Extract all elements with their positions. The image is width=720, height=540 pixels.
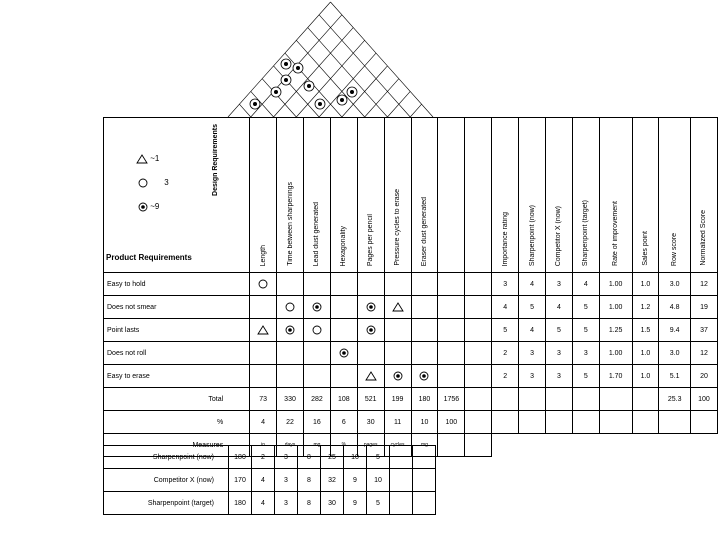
empty-cell: [599, 411, 632, 434]
column-header: [303, 118, 330, 273]
planning-value: 20: [690, 365, 717, 388]
planning-value: 3: [492, 273, 519, 296]
relationship-cell: [411, 319, 438, 342]
comparison-value: 10: [344, 446, 367, 469]
design-requirements-title: Design Requirements: [212, 124, 219, 196]
total-value: 521: [357, 388, 384, 411]
comparison-value: 9: [344, 469, 367, 492]
legend-item-bullseye: [138, 202, 159, 212]
planning-value: 1.00: [599, 342, 632, 365]
planning-value: 1.2: [632, 296, 659, 319]
column-header: [411, 118, 438, 273]
percent-value: 11: [384, 411, 411, 434]
relationship-cell: [330, 365, 357, 388]
empty-cell: [659, 411, 691, 434]
column-header: [357, 118, 384, 273]
empty-cell: [572, 388, 599, 411]
relationship-cell: [303, 342, 330, 365]
bullseye-icon: [357, 296, 384, 319]
planning-value: 3: [519, 365, 546, 388]
column-header-label: Importance rating: [501, 211, 509, 266]
column-header-label: Time between sharpenings: [286, 182, 294, 266]
relationship-cell: [250, 342, 277, 365]
planning-value: 5: [519, 296, 546, 319]
relationship-cell: [465, 273, 492, 296]
empty-cell: [545, 388, 572, 411]
column-header: [492, 118, 519, 273]
column-header: [519, 118, 546, 273]
planning-value: 19: [690, 296, 717, 319]
planning-value: 3: [545, 273, 572, 296]
requirement-row: [104, 273, 718, 296]
planning-value: 2: [492, 365, 519, 388]
product-requirements-label: Product Requirements: [106, 253, 192, 262]
total-value: 282: [303, 388, 330, 411]
legend-label: 3: [164, 178, 169, 188]
planning-value: 1.0: [632, 365, 659, 388]
totals-label: Total: [104, 388, 250, 411]
bullseye-icon: [277, 319, 304, 342]
requirement-name: Point lasts: [104, 319, 250, 342]
column-header: [632, 118, 659, 273]
correlation-dot-icon: [296, 66, 300, 70]
relationship-cell: [357, 342, 384, 365]
measure-unit: cycles: [384, 434, 411, 457]
comparison-value: 2: [252, 446, 275, 469]
planning-value: 1.00: [599, 296, 632, 319]
bullseye-icon: [384, 365, 411, 388]
comparison-value: 3: [275, 492, 298, 515]
empty-cell: [545, 411, 572, 434]
comparison-value: 180: [229, 492, 252, 515]
correlation-dot-icon: [274, 90, 278, 94]
empty-cell: [465, 434, 492, 457]
column-header-label: Length: [259, 244, 267, 266]
percent-value: 6: [330, 411, 357, 434]
relationship-cell: [465, 365, 492, 388]
house-of-quality-matrix: [103, 117, 718, 457]
relationship-cell: [277, 342, 304, 365]
relationship-cell: [411, 273, 438, 296]
legend-cell: [104, 118, 250, 273]
relationship-cell: [303, 365, 330, 388]
column-header-label: Row score: [671, 232, 679, 266]
percent-value: 22: [277, 411, 304, 434]
empty-cell: [690, 411, 717, 434]
roof-grid-line: [228, 2, 331, 117]
comparison-value: 30: [321, 492, 344, 515]
relationship-cell: [384, 342, 411, 365]
requirement-name: Easy to hold: [104, 273, 250, 296]
legend-label: ~9: [150, 202, 160, 212]
percent-row: [104, 411, 718, 434]
column-header: [572, 118, 599, 273]
column-header: [384, 118, 411, 273]
correlation-roof: [0, 0, 720, 120]
planning-value: 5: [545, 319, 572, 342]
planning-value: 4: [519, 319, 546, 342]
comparison-value: 9: [344, 492, 367, 515]
comparison-value: 5: [367, 492, 390, 515]
measure-unit: days: [277, 434, 304, 457]
requirement-name: Does not roll: [104, 342, 250, 365]
measure-unit: mg: [303, 434, 330, 457]
planning-value: 3.0: [659, 273, 691, 296]
correlation-dot-icon: [307, 84, 311, 88]
comparison-value: 4: [252, 469, 275, 492]
row-score-total: 25.3: [659, 388, 691, 411]
relationship-cell: [330, 296, 357, 319]
correlation-dot-icon: [284, 78, 288, 82]
circle-icon: [303, 319, 330, 342]
column-header-label: Lead dust generated: [313, 201, 321, 266]
relationship-cell: [384, 319, 411, 342]
requirement-row: [104, 296, 718, 319]
roof-grid-line: [365, 79, 399, 117]
planning-value: 1.0: [632, 342, 659, 365]
comparison-row: [104, 469, 436, 492]
empty-cell: [632, 388, 659, 411]
relationship-cell: [303, 273, 330, 296]
empty-cell: [519, 411, 546, 434]
correlation-dot-icon: [350, 90, 354, 94]
column-header-label: Sharpenpoint (now): [528, 204, 536, 266]
percent-value: 100: [438, 411, 465, 434]
column-header: [465, 118, 492, 273]
correlation-dot-icon: [340, 98, 344, 102]
relationship-cell: [330, 273, 357, 296]
requirement-row: [104, 342, 718, 365]
roof-grid-line: [239, 104, 250, 117]
correlation-dot-icon: [318, 102, 322, 106]
circle-icon: [250, 273, 277, 296]
comparison-row: [104, 492, 436, 515]
header-row: [104, 118, 718, 273]
relationship-cell: [465, 296, 492, 319]
column-header: [250, 118, 277, 273]
comparison-value: 180: [229, 446, 252, 469]
relationship-cell: [438, 296, 465, 319]
legend-item-circle: [138, 178, 169, 188]
comparison-value: 10: [367, 469, 390, 492]
column-header: [545, 118, 572, 273]
planning-value: 1.00: [599, 273, 632, 296]
empty-cell: [390, 492, 413, 515]
relationship-cell: [357, 273, 384, 296]
column-header: [599, 118, 632, 273]
comparison-value: 25: [321, 446, 344, 469]
percent-label: %: [104, 411, 250, 434]
relationship-cell: [438, 342, 465, 365]
circle-icon: [277, 296, 304, 319]
planning-value: 3.0: [659, 342, 691, 365]
column-header-label: Rate of improvement: [612, 201, 620, 266]
column-header-label: Competitor X (now): [555, 205, 563, 266]
legend-item-triangle: [136, 154, 159, 164]
total-value: 180: [411, 388, 438, 411]
relationship-cell: [330, 319, 357, 342]
normalized-total: 100: [690, 388, 717, 411]
planning-value: 12: [690, 342, 717, 365]
planning-value: 5: [492, 319, 519, 342]
relationship-cell: [438, 319, 465, 342]
planning-value: 1.5: [632, 319, 659, 342]
total-value: 199: [384, 388, 411, 411]
column-header-label: Eraser dust generated: [420, 196, 428, 266]
measure-unit: pages: [357, 434, 384, 457]
requirement-row: [104, 365, 718, 388]
blank-area: [492, 434, 718, 457]
empty-cell: [390, 446, 413, 469]
triangle-icon: [357, 365, 384, 388]
comparison-label: Competitor X (now): [104, 469, 229, 492]
empty-cell: [413, 446, 436, 469]
percent-value: 4: [250, 411, 277, 434]
requirement-name: Does not smear: [104, 296, 250, 319]
planning-value: 5: [572, 319, 599, 342]
measure-unit: %: [330, 434, 357, 457]
planning-value: 3: [545, 365, 572, 388]
column-header: [659, 118, 691, 273]
planning-value: 37: [690, 319, 717, 342]
relationship-cell: [277, 365, 304, 388]
relationship-cell: [465, 342, 492, 365]
triangle-icon: [250, 319, 277, 342]
comparison-value: 170: [229, 469, 252, 492]
planning-value: 3: [545, 342, 572, 365]
column-header-label: Pages per pencil: [367, 213, 375, 266]
empty-cell: [465, 388, 492, 411]
empty-cell: [413, 492, 436, 515]
planning-value: 1.0: [632, 273, 659, 296]
empty-cell: [465, 411, 492, 434]
empty-cell: [492, 411, 519, 434]
relationship-cell: [250, 296, 277, 319]
percent-value: 16: [303, 411, 330, 434]
measure-unit: in: [250, 434, 277, 457]
planning-value: 3: [572, 342, 599, 365]
column-header-label: Pressure cycles to erase: [394, 189, 402, 266]
total-value: 330: [277, 388, 304, 411]
comparison-value: 3: [275, 446, 298, 469]
measure-unit: mg: [411, 434, 438, 457]
planning-value: 5.1: [659, 365, 691, 388]
total-value: 1756: [438, 388, 465, 411]
empty-cell: [413, 469, 436, 492]
bullseye-icon: [330, 342, 357, 365]
planning-value: 4: [519, 273, 546, 296]
empty-cell: [572, 411, 599, 434]
correlation-dot-icon: [284, 62, 288, 66]
planning-value: 12: [690, 273, 717, 296]
requirement-row: [104, 319, 718, 342]
comparison-value: 4: [252, 492, 275, 515]
total-value: 73: [250, 388, 277, 411]
empty-cell: [632, 411, 659, 434]
relationship-cell: [250, 365, 277, 388]
planning-value: 5: [572, 296, 599, 319]
relationship-cell: [411, 342, 438, 365]
column-header: [277, 118, 304, 273]
planning-value: 9.4: [659, 319, 691, 342]
planning-value: 1.70: [599, 365, 632, 388]
comparison-row: [104, 446, 436, 469]
column-header-label: Normalized Score: [700, 210, 708, 266]
relationship-cell: [465, 319, 492, 342]
requirement-name: Easy to erase: [104, 365, 250, 388]
comparison-value: 8: [298, 469, 321, 492]
empty-cell: [519, 388, 546, 411]
planning-value: 5: [572, 365, 599, 388]
comparison-value: 8: [298, 446, 321, 469]
technical-comparison-table: [103, 445, 436, 515]
relationship-cell: [411, 296, 438, 319]
planning-value: 2: [492, 342, 519, 365]
column-header-label: Sales point: [641, 231, 649, 266]
planning-value: 3: [519, 342, 546, 365]
empty-cell: [390, 469, 413, 492]
planning-value: 4: [492, 296, 519, 319]
relationship-cell: [438, 365, 465, 388]
roof-grid-line: [319, 53, 376, 117]
triangle-icon: [384, 296, 411, 319]
comparison-value: 8: [298, 492, 321, 515]
roof-grid-line: [410, 104, 421, 117]
empty-cell: [599, 388, 632, 411]
measures-label: Measures: [104, 434, 250, 457]
legend-label: ~1: [150, 154, 160, 164]
empty-cell: [492, 388, 519, 411]
column-header: [330, 118, 357, 273]
total-value: 108: [330, 388, 357, 411]
comparison-label: Sharpenpoint (target): [104, 492, 229, 515]
planning-value: 1.25: [599, 319, 632, 342]
roof-grid-line: [262, 79, 296, 117]
empty-cell: [438, 434, 465, 457]
percent-value: 10: [411, 411, 438, 434]
comparison-value: 32: [321, 469, 344, 492]
correlation-dot-icon: [253, 102, 257, 106]
totals-row: [104, 388, 718, 411]
column-header: [690, 118, 717, 273]
planning-value: 4: [572, 273, 599, 296]
relationship-cell: [384, 273, 411, 296]
bullseye-icon: [357, 319, 384, 342]
bullseye-icon: [411, 365, 438, 388]
relationship-cell: [438, 273, 465, 296]
planning-value: 4: [545, 296, 572, 319]
column-header-label: Hexagonality: [340, 225, 348, 266]
percent-value: 30: [357, 411, 384, 434]
comparison-value: 5: [367, 446, 390, 469]
planning-value: 4.8: [659, 296, 691, 319]
bullseye-icon: [303, 296, 330, 319]
comparison-label: Sharpenpoint (now): [104, 446, 229, 469]
column-header-label: Sharpenpoint (target): [582, 199, 590, 266]
column-header: [438, 118, 465, 273]
comparison-value: 3: [275, 469, 298, 492]
relationship-cell: [277, 273, 304, 296]
